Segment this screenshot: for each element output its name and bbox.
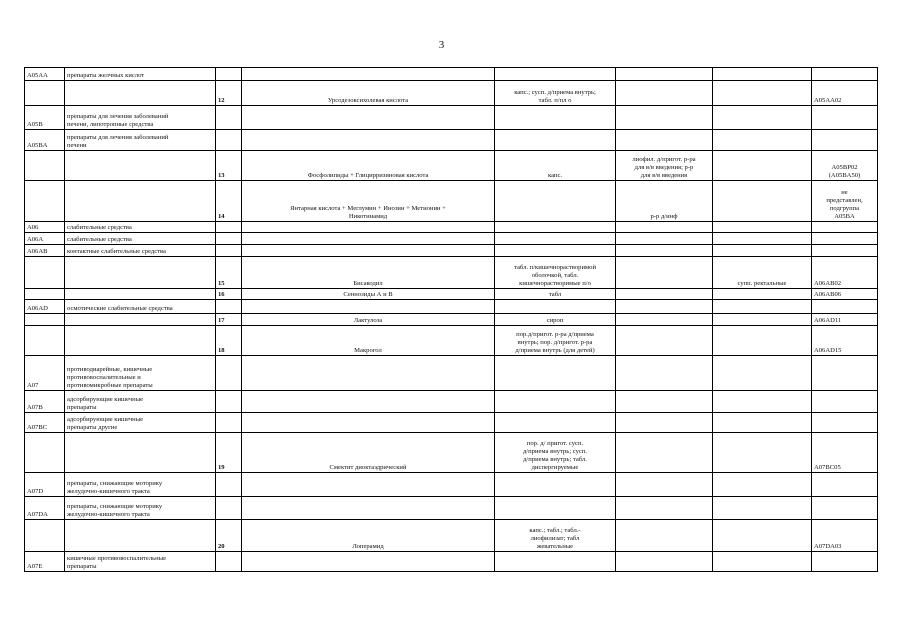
dosage-form-oral [495,181,616,222]
atc-group-name-line: препараты другие [67,424,118,432]
atc-group-name-line: печени [67,142,87,150]
empty-cell [713,233,812,245]
drug-name [242,520,495,552]
group-row [25,106,878,130]
atc-code-line: (A05BA50) [828,172,861,180]
atc-code [812,433,878,473]
empty-cell [616,391,713,413]
empty-cell [713,245,812,257]
atc-group-code: A06A [25,233,65,245]
dosage-form-oral-line: капс. [547,172,563,180]
dosage-form-oral-line: лиофилизат; табл [530,535,580,543]
atc-group-name [65,413,216,433]
empty-cell [65,81,216,106]
atc-group-code: A07B [25,391,65,413]
drug-number: 16 [216,289,242,300]
dosage-form-oral [495,257,616,289]
drug-name-line: Смектит диоктаэдрический [329,464,407,472]
drug-row [25,433,878,473]
empty-cell [812,300,878,314]
drug-number: 14 [216,181,242,222]
dosage-form-injection [616,314,713,326]
empty-cell [216,300,242,314]
empty-cell [216,356,242,391]
empty-cell [616,552,713,572]
atc-group-name [65,391,216,413]
atc-group-code: A05BA [25,130,65,151]
dosage-form-other-line: супп. ректальные [737,280,787,288]
dosage-form-other [713,181,812,222]
drug-row [25,181,878,222]
atc-group-name-line: осмотические слабительные средства [67,305,173,313]
dosage-form-injection-line: р-р д/инф [650,213,678,221]
atc-code [812,289,878,300]
dosage-form-oral-line: сироп [546,317,564,325]
empty-cell [495,222,616,233]
group-row [25,497,878,520]
empty-cell [495,413,616,433]
atc-group-name-line: противодиарейные, кишечные [67,366,153,374]
group-row [25,245,878,257]
empty-cell [616,106,713,130]
atc-group-name-line: препараты для лечения заболеваний [67,113,169,121]
group-row [25,391,878,413]
dosage-form-injection-line: лиофил. д/пригот. р-ра [632,156,696,164]
empty-cell [616,68,713,81]
drug-name [242,289,495,300]
drug-number: 15 [216,257,242,289]
empty-cell [812,130,878,151]
group-row [25,473,878,497]
group-row [25,233,878,245]
atc-group-name [65,473,216,497]
empty-cell [242,130,495,151]
empty-cell [216,413,242,433]
atc-group-code: A07 [25,356,65,391]
atc-group-name-line: слабительные средства [67,236,132,244]
group-row [25,222,878,233]
drug-name [242,326,495,356]
empty-cell [812,245,878,257]
drug-name [242,181,495,222]
atc-code [812,181,878,222]
dosage-form-injection [616,151,713,181]
empty-cell [242,497,495,520]
empty-cell [65,326,216,356]
dosage-form-injection [616,326,713,356]
empty-cell [713,473,812,497]
dosage-form-oral-line: пор. д/ пригот. сусп. [526,440,584,448]
empty-cell [65,520,216,552]
dosage-form-oral [495,433,616,473]
drug-row [25,257,878,289]
empty-cell [242,233,495,245]
empty-cell [713,552,812,572]
dosage-form-injection [616,81,713,106]
empty-cell [812,552,878,572]
atc-group-name-line: контактные слабительные средства [67,248,166,256]
atc-group-name [65,497,216,520]
dosage-form-other [713,257,812,289]
empty-cell [495,552,616,572]
group-row [25,413,878,433]
page-number: 3 [438,39,445,51]
empty-cell [216,473,242,497]
drug-name [242,314,495,326]
empty-cell [812,473,878,497]
dosage-form-oral-line: д/приема внутрь; сусп. [522,448,588,456]
empty-cell [216,106,242,130]
atc-group-name-line: препараты, снижающие моторику [67,503,163,511]
dosage-form-oral-line: табл. п/кишечнорастворимой [514,264,596,272]
drug-row [25,326,878,356]
empty-cell [25,181,65,222]
atc-group-name-line: препараты [67,404,97,412]
dosage-form-oral [495,151,616,181]
dosage-form-oral-line: пор.д/пригот. р-ра д/приема [516,331,594,339]
empty-cell [65,181,216,222]
atc-group-name [65,233,216,245]
empty-cell [713,68,812,81]
atc-group-name [65,68,216,81]
atc-group-name [65,356,216,391]
atc-group-name-line: препараты, снижающие моторику [67,480,163,488]
empty-cell [216,130,242,151]
atc-group-code: A06AD [25,300,65,314]
empty-cell [713,413,812,433]
atc-code [812,257,878,289]
empty-cell [242,473,495,497]
empty-cell [242,391,495,413]
dosage-form-oral-line: оболочкой, табл. [531,272,579,280]
atc-group-name-line: препараты [67,563,97,571]
empty-cell [713,300,812,314]
atc-code-line: A05AA02 [814,97,842,105]
empty-cell [713,497,812,520]
empty-cell [495,391,616,413]
table-body [25,68,878,572]
empty-cell [242,68,495,81]
atc-code [812,314,878,326]
empty-cell [242,300,495,314]
empty-cell [242,106,495,130]
drug-row [25,314,878,326]
drug-name-line: Бисакодил [353,280,383,288]
dosage-form-injection-line: для в/в введения; р-р [634,164,694,172]
atc-code-line: A06AB06 [814,291,842,299]
drug-name-line: Сеннозиды А и В [343,291,393,299]
empty-cell [216,497,242,520]
dosage-form-injection [616,433,713,473]
empty-cell [616,356,713,391]
drug-name-line: Янтарная кислота + Меглумин + Инозин + Метионин + [290,205,446,213]
empty-cell [25,314,65,326]
drug-number: 13 [216,151,242,181]
atc-group-name [65,106,216,130]
dosage-form-injection [616,289,713,300]
empty-cell [713,356,812,391]
empty-cell [25,257,65,289]
atc-code-line: A06AD15 [814,347,842,355]
drug-number: 18 [216,326,242,356]
group-row [25,552,878,572]
empty-cell [495,356,616,391]
atc-group-code: A06AB [25,245,65,257]
empty-cell [616,300,713,314]
atc-code-line: A06AD11 [814,317,842,325]
drug-list-table [24,67,878,572]
atc-group-name-line: печени, липотропные средства [67,121,154,129]
group-row [25,68,878,81]
dosage-form-oral-line: кишечнорастворимые п/о [519,280,591,288]
empty-cell [25,81,65,106]
atc-group-name-line: препараты для лечения заболеваний [67,134,169,142]
atc-group-name-line: препараты желчных кислот [67,72,145,80]
atc-group-code: A05B [25,106,65,130]
empty-cell [812,68,878,81]
atc-group-name [65,245,216,257]
dosage-form-oral [495,289,616,300]
atc-code-line: A06AB02 [814,280,842,288]
empty-cell [25,326,65,356]
empty-cell [495,473,616,497]
empty-cell [812,497,878,520]
atc-code-line: A07DA03 [814,543,842,551]
atc-group-name-line: желудочно-кишечного тракта [67,511,150,519]
atc-group-name-line: желудочно-кишечного тракта [67,488,150,496]
empty-cell [216,68,242,81]
empty-cell [242,245,495,257]
atc-code-line: представлен, [826,197,863,205]
empty-cell [495,497,616,520]
dosage-form-oral [495,326,616,356]
drug-name-line: Урсодезоксихолевая кислота [327,97,409,105]
empty-cell [216,222,242,233]
atc-code-line: подгруппа [829,205,860,213]
atc-group-name [65,222,216,233]
empty-cell [713,391,812,413]
atc-group-name-line: слабительные средства [67,224,132,232]
dosage-form-oral [495,314,616,326]
dosage-form-other [713,81,812,106]
atc-code [812,151,878,181]
atc-code [812,81,878,106]
atc-code-line: A05BP02 [831,164,858,172]
atc-code-line: не [841,189,848,197]
empty-cell [65,289,216,300]
dosage-form-oral-line: капс.; табл.; табл.- [529,527,581,535]
dosage-form-injection [616,181,713,222]
atc-group-name-line: кишечные противовоспалительные [67,555,167,563]
dosage-form-injection-line: для в/в введения [640,172,688,180]
drug-name [242,151,495,181]
empty-cell [616,130,713,151]
dosage-form-other [713,520,812,552]
atc-group-code: A05AA [25,68,65,81]
atc-code [812,520,878,552]
empty-cell [25,520,65,552]
drug-name [242,257,495,289]
empty-cell [65,433,216,473]
empty-cell [216,245,242,257]
empty-cell [65,151,216,181]
empty-cell [495,233,616,245]
empty-cell [812,356,878,391]
empty-cell [242,552,495,572]
drug-name-line: Лактулоза [353,317,383,325]
atc-code [812,326,878,356]
drug-number: 17 [216,314,242,326]
empty-cell [25,433,65,473]
empty-cell [495,106,616,130]
drug-name-line: Лоперамид [352,543,384,551]
atc-group-code: A07E [25,552,65,572]
drug-number: 12 [216,81,242,106]
group-row [25,300,878,314]
empty-cell [616,222,713,233]
dosage-form-oral-line: диспергируемые [531,464,579,472]
empty-cell [713,130,812,151]
empty-cell [65,314,216,326]
atc-code-line: A07BC05 [814,464,841,472]
empty-cell [812,233,878,245]
dosage-form-oral [495,520,616,552]
empty-cell [495,300,616,314]
group-row [25,356,878,391]
atc-group-name-line: противовоспалительные и [67,374,141,382]
dosage-form-oral-line: капс.; сусп. д/приема внутрь; [514,89,596,97]
drug-name [242,81,495,106]
empty-cell [242,413,495,433]
empty-cell [65,257,216,289]
empty-cell [25,151,65,181]
empty-cell [495,68,616,81]
atc-code-line: A05BA [834,213,855,221]
dosage-form-oral-line: жевательные [536,543,574,551]
atc-group-name [65,130,216,151]
empty-cell [216,552,242,572]
drug-name-line: Макрогол [354,347,382,355]
dosage-form-injection [616,520,713,552]
dosage-form-oral-line: д/приема внутрь; табл. [523,456,587,464]
atc-group-name-line: адсорбирующие кишечные [67,416,144,424]
drug-row [25,151,878,181]
empty-cell [616,245,713,257]
empty-cell [216,233,242,245]
empty-cell [216,391,242,413]
empty-cell [713,222,812,233]
atc-group-code: A06 [25,222,65,233]
atc-group-name-line: адсорбирующие кишечные [67,396,144,404]
atc-group-name [65,300,216,314]
drug-number: 20 [216,520,242,552]
drug-number: 19 [216,433,242,473]
empty-cell [242,356,495,391]
dosage-form-other [713,314,812,326]
empty-cell [616,233,713,245]
empty-cell [812,222,878,233]
empty-cell [495,245,616,257]
dosage-form-oral-line: д/приема внутрь (для детей) [515,347,595,355]
dosage-form-oral-line: внутрь; пор. д/пригот. р-ра [517,339,593,347]
empty-cell [713,106,812,130]
empty-cell [242,222,495,233]
atc-group-code: A07D [25,473,65,497]
empty-cell [25,289,65,300]
atc-group-code: A07BC [25,413,65,433]
empty-cell [495,130,616,151]
dosage-form-other [713,289,812,300]
drug-row [25,289,878,300]
empty-cell [812,106,878,130]
drug-name-line: Фосфолипиды + Глицирризиновая кислота [307,172,429,180]
dosage-form-oral-line: табл [548,291,562,299]
drug-name-line: Никотинамид [348,213,388,221]
empty-cell [616,413,713,433]
empty-cell [812,413,878,433]
dosage-form-other [713,151,812,181]
drug-row [25,520,878,552]
dosage-form-oral [495,81,616,106]
empty-cell [812,391,878,413]
dosage-form-oral-line: табл. п/пл о [538,97,572,105]
drug-name [242,433,495,473]
drug-row [25,81,878,106]
dosage-form-injection [616,257,713,289]
dosage-form-other [713,433,812,473]
empty-cell [616,473,713,497]
atc-group-code: A07DA [25,497,65,520]
empty-cell [616,497,713,520]
atc-group-name-line: противомикробные препараты [67,382,153,390]
group-row [25,130,878,151]
dosage-form-other [713,326,812,356]
atc-group-name [65,552,216,572]
